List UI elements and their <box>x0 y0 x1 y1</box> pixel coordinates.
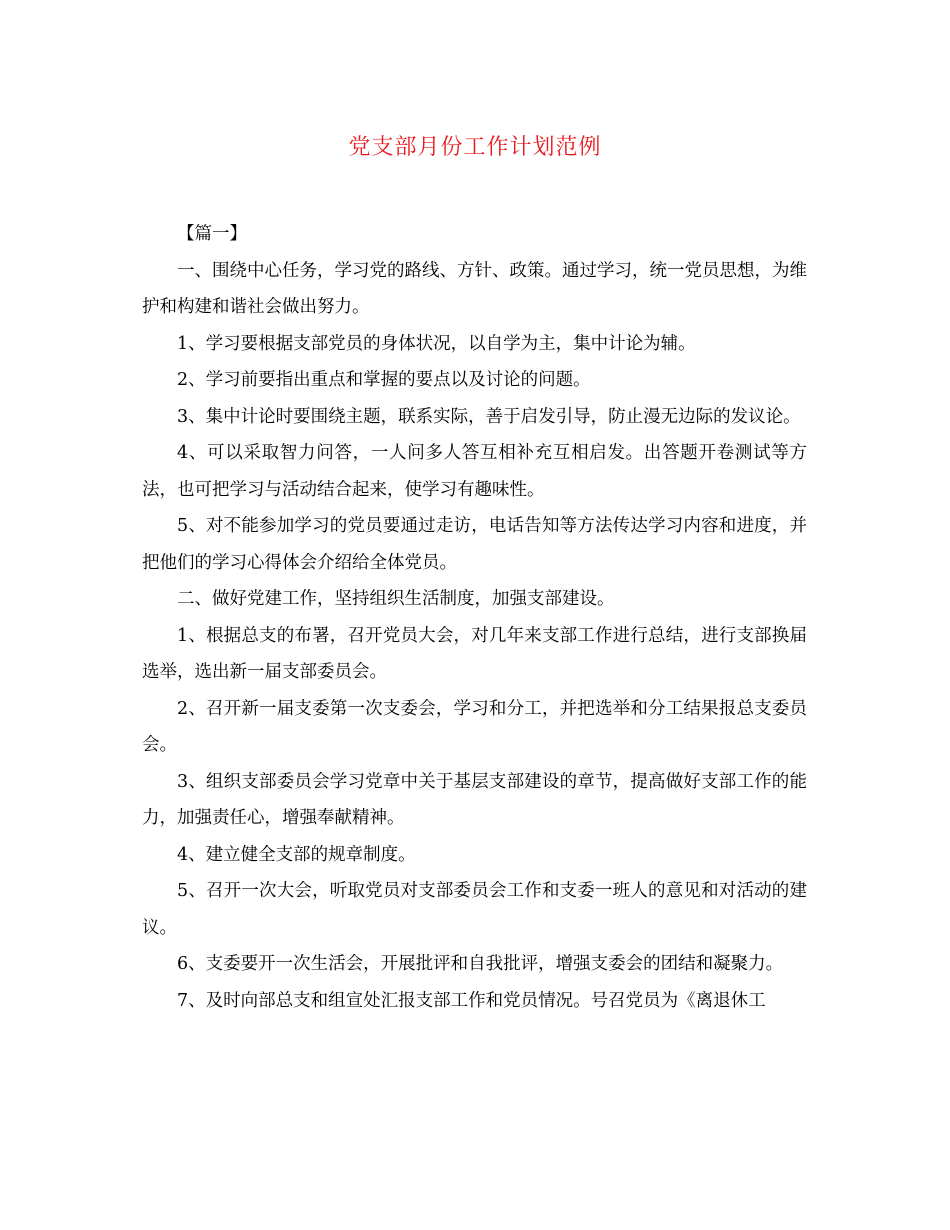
paragraph: 4、建立健全支部的规章制度。 <box>177 844 416 865</box>
paragraph: 7、及时向部总支和组宣处汇报支部工作和党员情况。号召党员为《离退休工 <box>177 990 766 1011</box>
paragraph: 1、学习要根据支部党员的身体状况，以自学为主，集中计论为辅。 <box>177 333 696 354</box>
paragraph: 3、集中计论时要围绕主题，联系实际，善于启发引导，防止漫无边际的发议论。 <box>177 406 801 427</box>
document-title: 党支部月份工作计划范例 <box>348 135 602 160</box>
document-body <box>142 216 807 1019</box>
paragraph: 1、根据总支的布署，召开党员大会，对几年来支部工作进行总结，进行支部换届选举，选出新一届支部委员会。 <box>142 625 807 682</box>
paragraph: 3、组织支部委员会学习党章中关于基层支部建设的章节，提高做好支部工作的能力，加强责任心，增强奉献精神。 <box>142 771 807 828</box>
paragraph: 2、召开新一届支委第一次支委会，学习和分工，并把选举和分工结果报总支委员会。 <box>142 698 807 755</box>
paragraph: 一、围绕中心任务，学习党的路线、方针、政策。通过学习，统一党员思想，为维护和构建和谐社会做出努力。 <box>142 260 807 317</box>
paragraph: 6、支委要开一次生活会，开展批评和自我批评，增强支委会的团结和凝聚力。 <box>177 954 784 974</box>
paragraph: 4、可以采取智力问答，一人问多人答互相补充互相启发。出答题开卷测试等方法，也可把学习与活动结合起来，使学习有趣味性。 <box>142 443 807 500</box>
paragraph: 二、做好党建工作，坚持组织生活制度，加强支部建设。 <box>177 589 615 609</box>
section-heading: 【篇一】 <box>177 224 247 244</box>
paragraph: 5、召开一次大会，听取党员对支部委员会工作和支委一班人的意见和对活动的建议。 <box>142 881 807 938</box>
paragraph: 5、对不能参加学习的党员要通过走访，电话告知等方法传达学习内容和进度，并把他们的学习心得体会介绍给全体党员。 <box>142 516 807 573</box>
paragraph: 2、学习前要指出重点和掌握的要点以及讨论的问题。 <box>177 370 591 390</box>
